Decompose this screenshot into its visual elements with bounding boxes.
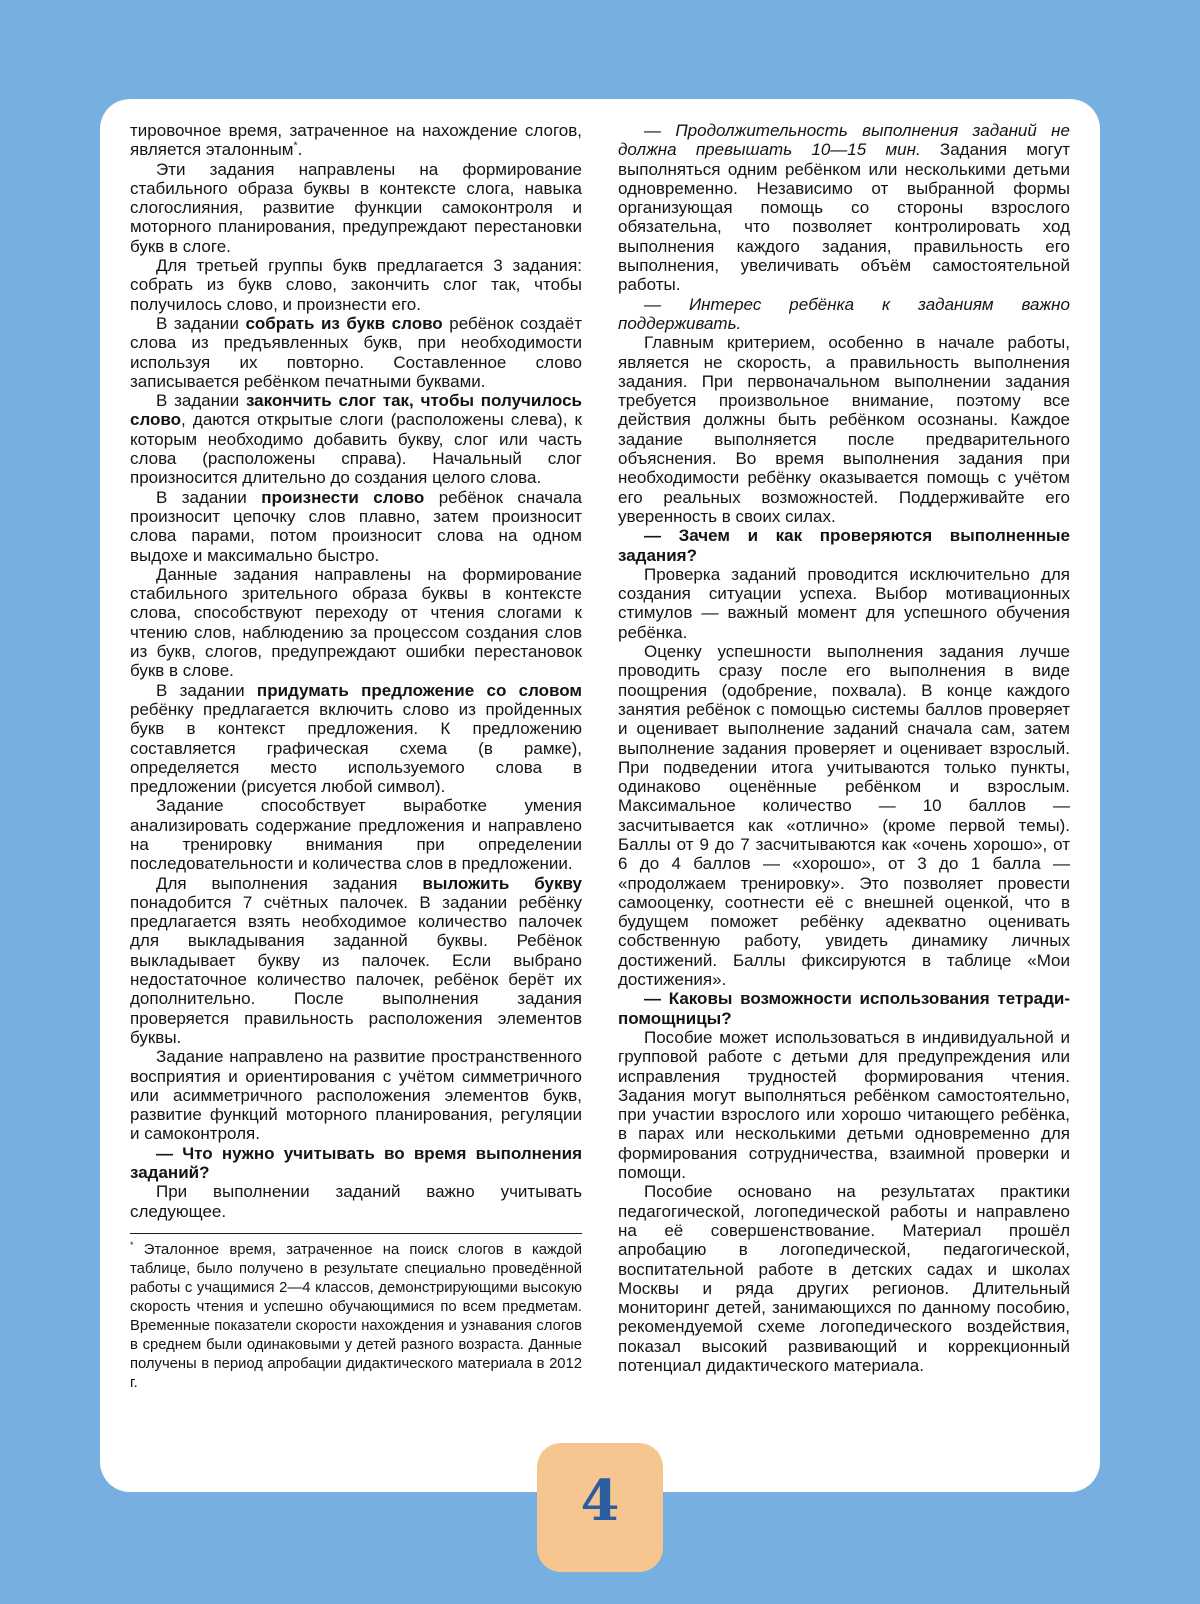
paragraph xyxy=(130,565,582,681)
paragraph xyxy=(130,874,582,1048)
text-run: В задании xyxy=(156,313,246,333)
footnote xyxy=(130,1233,582,1393)
emphasis-bold: — Каковы возможности использования тетради-помощницы? xyxy=(618,989,1070,1028)
book-page xyxy=(100,99,1100,1492)
text-run: ребёнку предлагается включить слово из пройденных букв в контекст предложения. К предложению составляется графическая схема (в рамке), определяется место используемого слова в предложении (рисуется любой символ). xyxy=(130,699,582,797)
text-run: Задание способствует выработке умения анализировать содержание предложения и направлено на тренировку внимания при определении последовательности и количества слов в предложении. xyxy=(130,796,582,874)
text-run: ребёнок сначала произносит цепочку слов плавно, затем произносит слова парами, потом произносит слова на одном выдохе и максимально быстро. xyxy=(130,487,582,565)
text-run: Эти задания направлены на формирование стабильного образа буквы в контексте слога, навыка слогослияния, развитие функции самоконтроля и моторного планирования, предупреждают перестановки букв в слоге. xyxy=(130,159,582,256)
paragraph xyxy=(130,488,582,565)
paragraph xyxy=(130,796,582,873)
emphasis-bold: — Зачем и как проверяются выполненные задания? xyxy=(618,526,1070,565)
paragraph xyxy=(618,1182,1070,1375)
paragraph xyxy=(130,1047,582,1143)
column-left xyxy=(130,121,582,1393)
paragraph xyxy=(130,256,582,314)
page-number: 4 xyxy=(580,1467,620,1534)
emphasis-bold: собрать из букв слово xyxy=(245,313,443,333)
page-number-tab xyxy=(537,1443,663,1572)
footnote-marker: * xyxy=(293,139,298,152)
emphasis-bold: закончить слог так, чтобы получилось слово xyxy=(130,391,582,430)
emphasis-bold: — Что нужно учитывать во время выполнения заданий? xyxy=(130,1143,582,1183)
paragraph xyxy=(130,160,582,256)
paragraph xyxy=(130,681,582,797)
text-run: ребёнок создаёт слова из предъявленных букв, при необходимости используя их повторно. Составленное слово записывается ребёнком печатными буквами. xyxy=(130,313,582,391)
text-run: тировочное время, затраченное на нахождение слогов, является эталонным xyxy=(130,121,582,160)
column-right xyxy=(618,121,1070,1393)
paragraph xyxy=(618,565,1070,642)
paragraph xyxy=(130,391,582,487)
paragraph xyxy=(618,333,1070,526)
footnote-separator xyxy=(130,1233,582,1234)
emphasis-italic: — Интерес ребёнка к заданиям важно поддерживать. xyxy=(618,294,1070,333)
text-run: Задания могут выполняться одним ребёнком или несколькими детьми одновременно. Независимо от выбранной формы организующая помощь со стороны взрослого обязательна, что позволяет контролировать ход выполнения каждого задания, правильность его выполнения, увеличивать объём самостоятельной работы. xyxy=(618,140,1071,295)
emphasis-bold: произнести слово xyxy=(261,487,425,507)
text-run: Для выполнения задания xyxy=(156,873,423,893)
emphasis-italic: — Продолжительность выполнения заданий не должна превышать 10—15 мин. xyxy=(618,121,1070,160)
section-heading xyxy=(130,1144,582,1183)
text-run: понадобится 7 счётных палочек. В задании ребёнку предлагается взять необходимое количество палочек для выкладывания заданной буквы. Ребёнок выкладывает букву из палочек. Если выбрано недостаточное количество палочек, ребёнок берёт их дополнительно. После выполнения задания проверяется правильность расположения элементов буквы. xyxy=(130,892,582,1047)
text-run: Эталонное время, затраченное на поиск слогов в каждой таблице, было получено в результате специально проведённой работы с учащимися 2—4 классов, демонстрирующими высокую скорость чтения и успешно обучающимися по всем предметам. Временные показатели скорости нахождения и узнавания слогов в среднем были одинаковыми у детей разного возраста. Данные получены в период апробации дидактического материала в 2012 г. xyxy=(130,1241,582,1391)
text-run: При выполнении заданий важно учитывать следующее. xyxy=(130,1182,582,1221)
paragraph xyxy=(618,121,1070,295)
paragraph xyxy=(130,121,582,160)
text-run: В задании xyxy=(156,487,262,507)
section-heading xyxy=(618,989,1070,1028)
text-run: Оценку успешности выполнения задания лучше проводить сразу после его выполнения в виде поощрения (одобрение, похвала). В конце каждого занятия ребёнок с помощью системы баллов проверяет и оценивает выполнение заданий сначала сам, затем выполнение задания проверяет и оценивает взрослый. При подведении итога учитываются только пункты, одинаково оценённые ребёнком и взрослым. Максимальное количество — 10 баллов — засчитывается как «отлично» (кроме первой темы). Баллы от 9 до 7 засчитываются как «очень хорошо», от 6 до 4 баллов — «хорошо», от 3 до 1 балла — «продолжаем тренировку». Это позволяет провести самооценку, соотнести её с внешней оценкой, что в будущем поможет ребёнку адекватно оценивать собственную работу, увидеть динамику личных достижений. Баллы фиксируются в таблице «Мои достижения». xyxy=(618,642,1070,990)
paragraph xyxy=(130,1182,582,1221)
text-run: Главным критерием, особенно в начале работы, является не скорость, а правильность выполнения задания. При первоначальном выполнении задания требуется произвольное внимание, поэтому все действия должны быть ребёнком осознаны. Каждое задание выполняется после предварительного объяснения. Во время выполнения задания при необходимости ребёнку оказывается помощь с учётом его реальных возможностей. Поддерживайте его уверенность в своих силах. xyxy=(618,333,1070,526)
text-run: Для третьей группы букв предлагается 3 задания: собрать из букв слово, закончить слог так, чтобы получилось слово, и произнести его. xyxy=(130,256,582,314)
text-run: . xyxy=(297,140,303,160)
paragraph xyxy=(618,295,1070,334)
text-run: В задании xyxy=(156,680,257,700)
page-content xyxy=(100,99,1100,1393)
text-run: Пособие основано на результатах практики педагогической, логопедической работы и направлено на её совершенствование. Материал прошёл апробацию в логопедической, педагогической, воспитательной работе в детских садах и школах Москвы и ряда других регионов. Длительный мониторинг детей, занимающихся по данному пособию, рекомендуемой схеме логопедического воздействия, показал высокий развивающий и коррекционный потенциал дидактического материала. xyxy=(618,1182,1070,1375)
footnote-text xyxy=(130,1241,582,1393)
text-run: Проверка заданий проводится исключительно для создания ситуации успеха. Выбор мотивационных стимулов — важный момент для успешного обучения ребёнка. xyxy=(618,564,1070,642)
text-run: Данные задания направлены на формирование стабильного зрительного образа буквы в контексте слова, способствуют переходу от чтения слогами к чтению слов, наблюдению за процессом создания слов из букв, слогов, предупреждают ошибки перестановок букв в слове. xyxy=(130,564,582,681)
paragraph xyxy=(618,1028,1070,1182)
text-run: В задании xyxy=(156,391,246,411)
footnote-marker: * xyxy=(130,1240,134,1250)
text-run: Пособие может использоваться в индивидуальной и групповой работе с детьми для предупреждения или исправления трудностей формирования чтения. Задания могут выполняться ребёнком самостоятельно, при участии взрослого или хорошо читающего ребёнка, в парах или несколькими детьми одновременно для формирования сотрудничества, взаимной проверки и помощи. xyxy=(618,1027,1070,1183)
emphasis-bold: выложить букву xyxy=(422,873,582,893)
text-run: Задание направлено на развитие пространственного восприятия и ориентирования с учётом симметричного или асимметричного расположения элементов букв, развитие функций моторного планирования, регуляции и самоконтроля. xyxy=(130,1047,582,1144)
paragraph xyxy=(618,642,1070,989)
section-heading xyxy=(618,526,1070,565)
text-run: , даются открытые слоги (расположены слева), к которым необходимо добавить букву, слог или часть слова (расположены справа). Начальный слог произносится длительно до создания целого слова. xyxy=(130,410,582,488)
paragraph xyxy=(130,314,582,391)
emphasis-bold: придумать предложение со словом xyxy=(256,680,582,700)
